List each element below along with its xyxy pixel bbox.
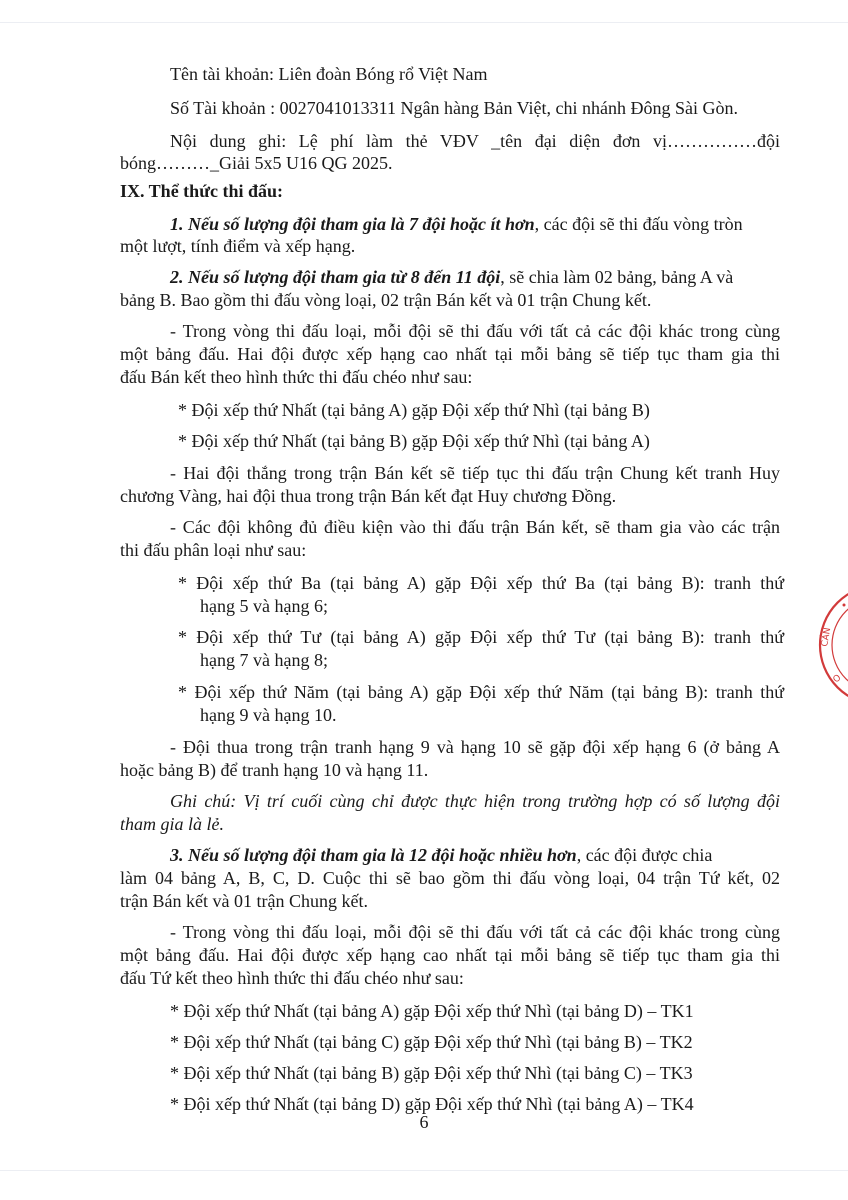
rule3-lead: 3. Nếu số lượng đội tham gia là 12 đội hoặc nhiều hơn [170,845,577,865]
paragraph-line: - Đội thua trong trận tranh hạng 9 và hạng 10 sẽ gặp đội xếp hạng 6 (ở bảng A [170,737,780,757]
scan-line [0,22,848,23]
paragraph-line: hoặc bảng B) để tranh hạng 10 và hạng 11. [120,760,429,780]
quarterfinal-pairing: * Đội xếp thứ Nhất (tại bảng D) gặp Đội xếp thứ Nhì (tại bảng A) – TK4 [170,1094,694,1114]
scan-line [0,1170,848,1171]
rule2-line: bảng B. Bao gồm thi đấu vòng loại, 02 trận Bán kết và 01 trận Chung kết. [120,290,652,310]
rule2-lead: 2. Nếu số lượng đội tham gia từ 8 đến 11 đội [170,267,501,287]
paragraph-line: một bảng đấu. Hai đội được xếp hạng cao nhất tại mỗi bảng sẽ tiếp tục tham gia thi [120,344,780,364]
rule1-line: một lượt, tính điểm và xếp hạng. [120,236,356,256]
semifinal-pairing: * Đội xếp thứ Nhất (tại bảng A) gặp Đội xếp thứ Nhì (tại bảng B) [178,400,650,420]
placement-pairing-cont: hạng 9 và hạng 10. [200,705,337,725]
account-number-line: Số Tài khoản : 0027041013311 Ngân hàng Bản Việt, chi nhánh Đông Sài Gòn. [170,98,739,118]
paragraph-line: - Các đội không đủ điều kiện vào thi đấu trận Bán kết, sẽ tham gia vào các trận [170,517,780,537]
paragraph-line: thi đấu phân loại như sau: [120,540,307,560]
placement-pairing: * Đội xếp thứ Ba (tại bảng A) gặp Đội xếp thứ Ba (tại bảng B): tranh thứ [178,573,784,593]
paragraph-line: - Trong vòng thi đấu loại, mỗi đội sẽ thi đấu với tất cả các đội khác trong cùng [170,922,780,942]
section-heading: IX. Thể thức thi đấu: [120,181,284,201]
placement-pairing: * Đội xếp thứ Tư (tại bảng A) gặp Đội xếp thứ Tư (tại bảng B): tranh thứ [178,627,784,647]
rule2-rest: , sẽ chia làm 02 bảng, bảng A và [500,267,734,287]
transfer-content-line: bóng………_Giải 5x5 U16 QG 2025. [120,153,393,173]
placement-pairing-cont: hạng 5 và hạng 6; [200,596,328,616]
transfer-content-line: Nội dung ghi: Lệ phí làm thẻ VĐV _tên đại diện đơn vị……………đội [170,131,780,151]
semifinal-pairing: * Đội xếp thứ Nhất (tại bảng B) gặp Đội xếp thứ Nhì (tại bảng A) [178,431,650,451]
rule3-rest: , các đội được chia [576,845,713,865]
account-name-line: Tên tài khoản: Liên đoàn Bóng rổ Việt Nam [170,64,488,84]
note-line: Ghi chú: Vị trí cuối cùng chỉ được thực hiện trong trường hợp có số lượng đội [170,791,780,811]
paragraph-line: đấu Tứ kết theo hình thức thi đấu chéo như sau: [120,968,464,988]
rule1-lead: 1. Nếu số lượng đội tham gia là 7 đội hoặc ít hơn [170,214,535,234]
quarterfinal-pairing: * Đội xếp thứ Nhất (tại bảng C) gặp Đội xếp thứ Nhì (tại bảng B) – TK2 [170,1032,693,1052]
paragraph-line: - Trong vòng thi đấu loại, mỗi đội sẽ thi đấu với tất cả các đội khác trong cùng [170,321,780,341]
rule3-line: trận Bán kết và 01 trận Chung kết. [120,891,368,911]
official-seal-stamp [800,575,848,725]
svg-text:CẦN: CẦN [820,626,834,648]
rule3-line: làm 04 bảng A, B, C, D. Cuộc thi sẽ bao gồm thi đấu vòng loại, 04 trận Tứ kết, 02 [120,868,780,888]
quarterfinal-pairing: * Đội xếp thứ Nhất (tại bảng B) gặp Đội xếp thứ Nhì (tại bảng C) – TK3 [170,1063,693,1083]
svg-text:O: O [831,673,844,686]
note-line: tham gia là lẻ. [120,814,224,834]
paragraph-line: đấu Bán kết theo hình thức thi đấu chéo như sau: [120,367,473,387]
paragraph-line: - Hai đội thắng trong trận Bán kết sẽ tiếp tục thi đấu trận Chung kết tranh Huy [170,463,780,483]
placement-pairing: * Đội xếp thứ Năm (tại bảng A) gặp Đội xếp thứ Năm (tại bảng B): tranh thứ [178,682,784,702]
placement-pairing-cont: hạng 7 và hạng 8; [200,650,328,670]
paragraph-line: một bảng đấu. Hai đội được xếp hạng cao nhất tại mỗi bảng sẽ tiếp tục tham gia thi [120,945,780,965]
quarterfinal-pairing: * Đội xếp thứ Nhất (tại bảng A) gặp Đội xếp thứ Nhì (tại bảng D) – TK1 [170,1001,694,1021]
rule1-rest: , các đội sẽ thi đấu vòng tròn [534,214,743,234]
paragraph-line: chương Vàng, hai đội thua trong trận Bán kết đạt Huy chương Đồng. [120,486,617,506]
page-number: 6 [419,1112,429,1132]
